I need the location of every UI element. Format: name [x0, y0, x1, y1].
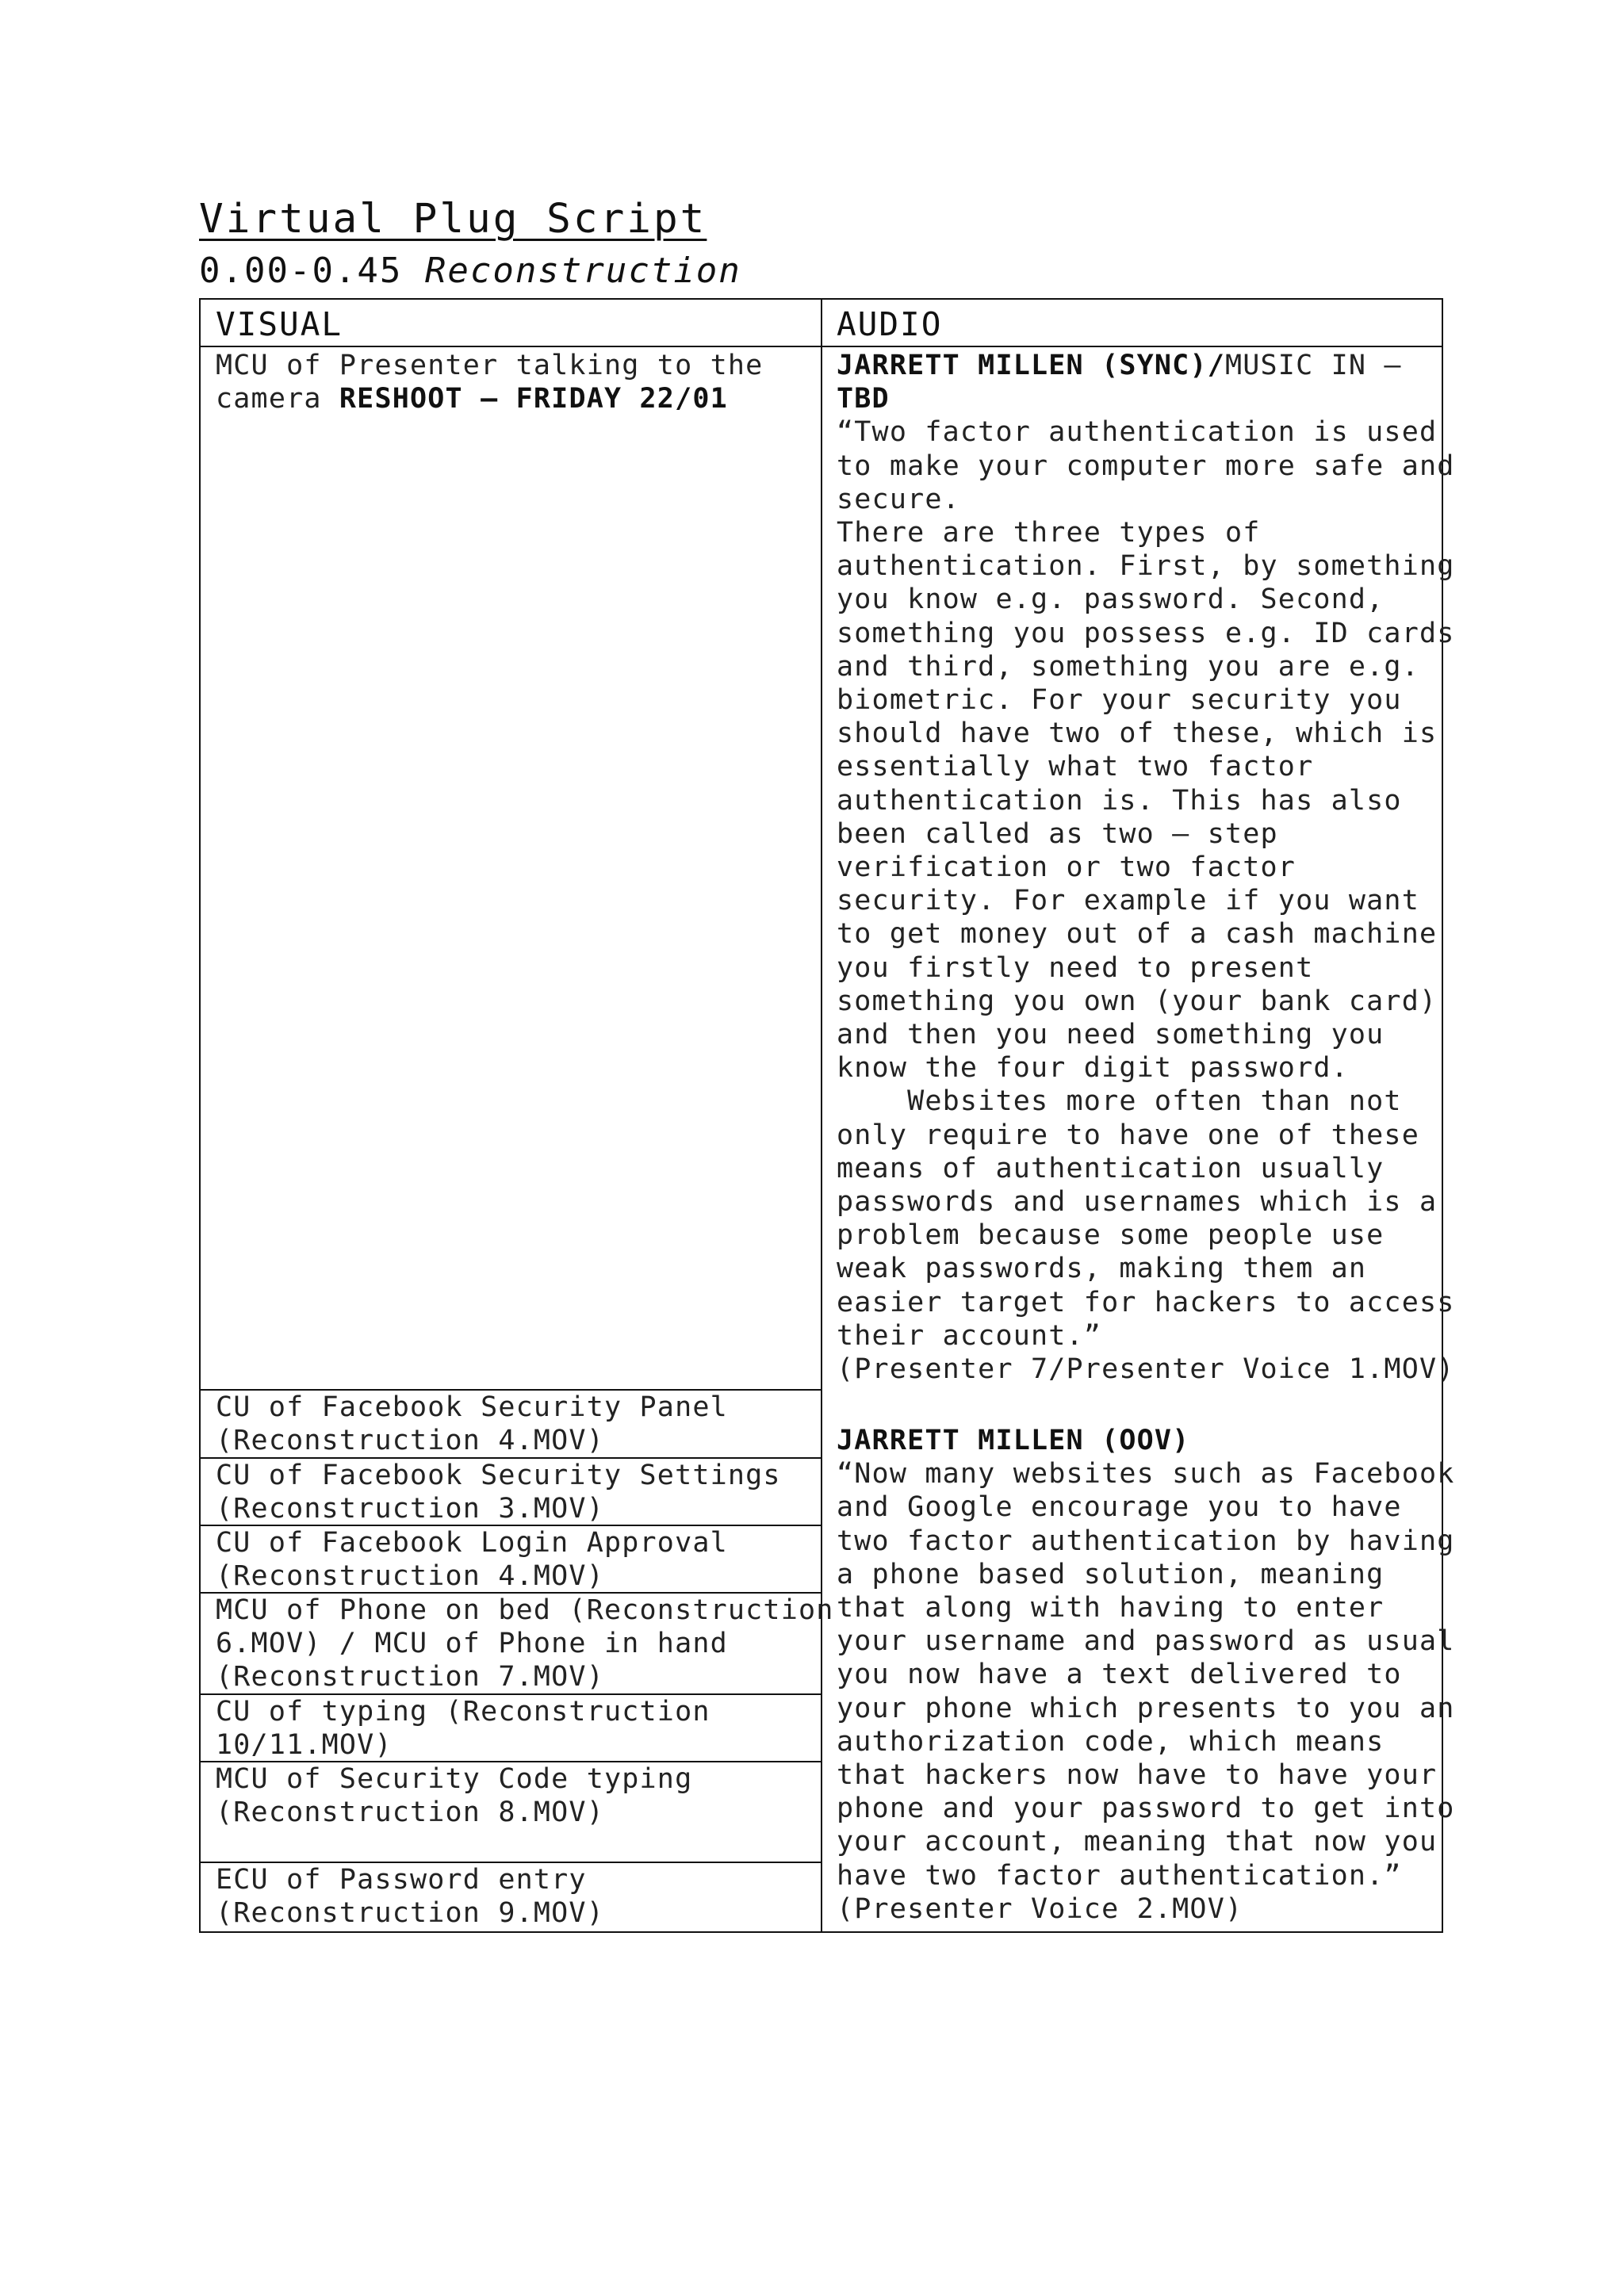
- visual-line: (Reconstruction 4.MOV): [216, 1425, 604, 1457]
- visual-line: 10/11.MOV): [216, 1729, 393, 1762]
- visual-line: CU of Facebook Security Settings: [216, 1460, 781, 1491]
- speaker-name: JARRETT MILLEN (OOV): [837, 1425, 1190, 1456]
- visual-line: 6.MOV) / MCU of Phone in hand: [216, 1628, 728, 1660]
- time-range: 0.00-0.45: [199, 251, 403, 291]
- visual-line: (Reconstruction 9.MOV): [216, 1897, 604, 1930]
- visual-line: CU of Facebook Security Panel: [216, 1391, 728, 1423]
- visual-cell-password-entry: [216, 1863, 604, 1930]
- visual-line: (Reconstruction 8.MOV): [216, 1797, 604, 1829]
- tbd-label: TBD: [837, 383, 890, 415]
- visual-line: (Reconstruction 7.MOV): [216, 1661, 604, 1693]
- reshoot-note: RESHOOT – FRIDAY 22/01: [339, 383, 728, 415]
- visual-line: MCU of Presenter talking to the: [216, 350, 764, 381]
- script-table: [199, 298, 1455, 1933]
- audio-script: “Two factor authentication is used to make your computer more safe and secure. There are three types of authentication. First, by something you know e.g. password. Second, something you possess e.g. ID cards and third, something you are e.g. biometric. For your security you should have two of these, which is essentially what two factor authentication is. This has also been called as two – step verification or two factor security. For example if you want to get money out of a cash machine you firstly need to present something you own (your bank card) and then you need something you know the four digit password. Websites more often than not only require to have one of these means of authentication usually passwords and usernames which is a problem because some people use weak passwords, making them an easier target for hackers to access their account.” (Presenter 7/Presenter Voice 1.MOV): [837, 416, 1455, 1386]
- visual-cell-typing: [216, 1695, 710, 1762]
- visual-line: camera: [216, 383, 339, 415]
- visual-cell-security-settings: [216, 1459, 781, 1525]
- audio-cell-oov: [837, 1424, 1455, 1926]
- visual-line: ECU of Password entry: [216, 1864, 587, 1896]
- speaker-name: JARRETT MILLEN (SYNC)/: [837, 350, 1225, 381]
- visual-cell-security-panel: [216, 1391, 728, 1457]
- visual-line: MCU of Security Code typing: [216, 1763, 693, 1795]
- visual-line: MCU of Phone on bed (Reconstruction: [216, 1594, 834, 1626]
- header-divider: [201, 346, 1442, 347]
- page-title: Virtual Plug Script: [199, 196, 707, 243]
- visual-line: (Reconstruction 4.MOV): [216, 1560, 604, 1593]
- visual-header: VISUAL: [216, 305, 343, 343]
- visual-line: CU of Facebook Login Approval: [216, 1527, 728, 1559]
- audio-script: “Now many websites such as Facebook and Google encourage you to have two factor authentication by having a phone based solution, meaning that along with having to enter your username and password as usual you now have a text delivered to your phone which presents to you an authorization code, which means that hackers now have to have your phone and your password to get into your account, meaning that now you have two factor authentication.” (Presenter Voice 2.MOV): [837, 1458, 1455, 1925]
- visual-cell-login-approval: [216, 1526, 728, 1593]
- visual-line: (Reconstruction 3.MOV): [216, 1493, 604, 1525]
- music-note: MUSIC IN –: [1224, 350, 1402, 381]
- visual-cell-security-code: [216, 1762, 692, 1829]
- visual-cell-phone: [216, 1594, 834, 1694]
- section-name: Reconstruction: [424, 251, 741, 291]
- visual-line: CU of typing (Reconstruction: [216, 1696, 710, 1728]
- audio-header: AUDIO: [837, 305, 943, 343]
- visual-cell-presenter: [216, 349, 763, 415]
- page-subtitle: [199, 247, 741, 295]
- audio-cell-sync: [837, 349, 1455, 1386]
